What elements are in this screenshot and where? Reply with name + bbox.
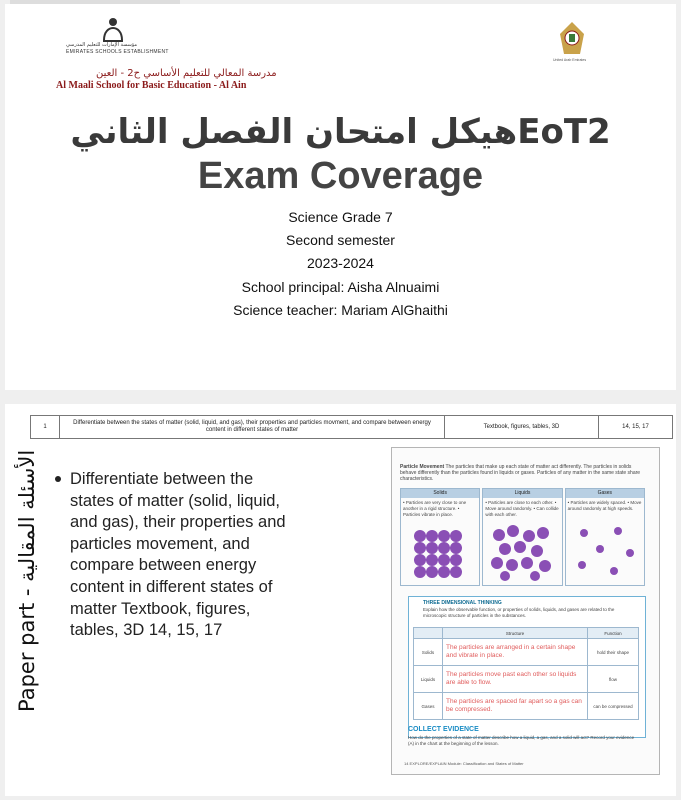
table-cell-function: can be compressed	[588, 693, 639, 720]
title-english: Exam Coverage	[197, 155, 484, 197]
book-footer: 14 EXPLORE/EXPLAIN Module: Classification and States of Matter	[404, 761, 524, 766]
row-resources: Textbook, figures, tables, 3D	[445, 416, 599, 438]
table-head-structure: Structure	[443, 628, 588, 639]
org-name-arabic: مؤسسة الإمارات للتعليم المدرسي	[66, 42, 138, 48]
school-name-english: Al Maali School for Basic Education - Al Ain	[56, 80, 247, 91]
emirates-schools-logo	[100, 14, 126, 44]
title-arabic	[0, 112, 681, 152]
gas-particles-illustration	[570, 521, 640, 581]
liquids-desc: • Particles are close to each other. • Move around randomly. • Can collide with each other.	[485, 500, 559, 517]
table-head-row	[414, 628, 639, 639]
coverage-table-row	[30, 415, 673, 439]
liquids-column	[482, 488, 562, 586]
textbook-page-image	[391, 447, 660, 775]
info-teacher: Science teacher: Mariam AlGhaithi	[233, 302, 448, 318]
bullet-marker	[55, 476, 61, 482]
side-label: Paper part - الأسئلة المقالية	[15, 449, 39, 712]
table-head-state	[414, 628, 443, 639]
table-cell-state: Gases	[414, 693, 443, 720]
table-cell-structure: The particles are arranged in a certain shape and vibrate in place.	[443, 639, 588, 666]
row-objective: Differentiate between the states of matter (solid, liquid, and gas), their properties and particles movment, and compare between energy content in different states of matter	[60, 416, 445, 438]
three-dimensional-thinking-box	[408, 596, 646, 738]
title-code: EoT2	[517, 112, 611, 152]
info-semester: Second semester	[286, 232, 395, 248]
row-pages: 14, 15, 17	[622, 423, 649, 430]
thinking-desc: Explain how the observable function, or properties of solids, liquids, and gases are related to the microscopic structure of particles in the substances.	[423, 607, 615, 618]
table-cell-structure: The particles are spaced far apart so a gas can be compressed.	[443, 693, 588, 720]
row-number: 1	[31, 416, 60, 438]
solid-particles-illustration	[405, 521, 475, 581]
uae-emblem	[556, 20, 588, 58]
table-cell-state: Solids	[414, 639, 443, 666]
table-row	[414, 693, 639, 720]
info-principal: School principal: Aisha Alnuaimi	[241, 279, 440, 295]
liquid-particles-illustration	[487, 521, 557, 581]
book-intro-text: The particles that make up each state of matter act differently. The particles in solids behave differently than the particles found in liquids or gases. Particles of any matter in the same state share characteristics.	[400, 464, 641, 482]
collect-evidence-title: COLLECT EVIDENCE	[408, 726, 479, 733]
org-name-english: EMIRATES SCHOOLS ESTABLISHMENT	[66, 49, 169, 55]
book-intro-title: Particle Movement	[400, 464, 445, 470]
title-arabic-text: هيكل امتحان الفصل الثاني	[70, 112, 518, 152]
collect-evidence-desc: How do the properties of a state of matter describe how a liquid, a gas, and a solid will act? Record your evidence (A) in the chart at the beginning of the lesson.	[408, 735, 635, 746]
info-grade: Science Grade 7	[288, 209, 393, 225]
table-head-function: Function	[588, 628, 639, 639]
book-intro	[400, 464, 645, 482]
gases-desc: • Particles are widely spaced. • Move around randomly at high speeds.	[567, 500, 642, 511]
solids-head: Solids	[401, 489, 479, 498]
solids-desc: • Particles are very close to one another in a rigid structure. • Particles vibrate in place.	[403, 500, 467, 517]
info-year: 2023-2024	[307, 255, 374, 271]
table-cell-function: hold their shape	[588, 639, 639, 666]
gases-head: Gases	[566, 489, 644, 498]
table-cell-structure: The particles move past each other so liquids are able to flow.	[443, 666, 588, 693]
states-grid	[400, 488, 645, 586]
liquids-head: Liquids	[483, 489, 561, 498]
school-name-arabic: مدرسة المعالي للتعليم الأساسي ح2 - العين	[96, 68, 277, 79]
bullet-text: Differentiate between the states of matter (solid, liquid, and gas), their properties and particles movement, and compare between energy content in different states of matter Textbook, figures, tables, 3D 14, 15, 17	[70, 470, 286, 640]
emblem-caption: United Arab Emirates	[553, 58, 587, 62]
table-row	[414, 639, 639, 666]
solids-column	[400, 488, 480, 586]
table-cell-function: flow	[588, 666, 639, 693]
thinking-title: THREE DIMENSIONAL THINKING	[423, 600, 502, 606]
structure-function-table	[413, 627, 639, 720]
gases-column	[565, 488, 645, 586]
table-cell-state: Liquids	[414, 666, 443, 693]
table-row	[414, 666, 639, 693]
